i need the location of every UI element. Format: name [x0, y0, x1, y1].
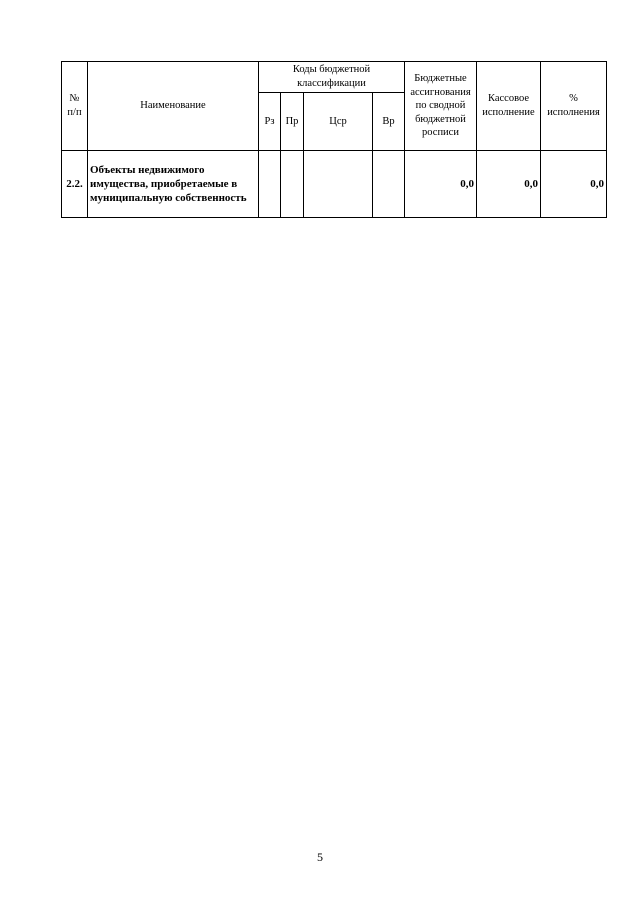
header-cash: Кассовое исполнение	[477, 62, 541, 151]
budget-execution-table	[61, 61, 607, 218]
header-name: Наименование	[88, 62, 259, 151]
row-allocations: 0,0	[405, 151, 477, 218]
header-pr: Пр	[281, 93, 304, 151]
row-percent: 0,0	[541, 151, 607, 218]
row-number: 2.2.	[62, 151, 88, 218]
table-row	[62, 151, 607, 218]
header-csr: Цср	[304, 93, 373, 151]
row-name: Объекты недвижимого имущества, приобретаемые в муниципальную собственность	[88, 151, 259, 218]
header-vr: Вр	[373, 93, 405, 151]
row-vr	[373, 151, 405, 218]
header-codes-group: Коды бюджетной классификации	[259, 62, 405, 93]
row-rz	[259, 151, 281, 218]
header-number: № п/п	[62, 62, 88, 151]
header-rz: Рз	[259, 93, 281, 151]
row-pr	[281, 151, 304, 218]
page-number: 5	[317, 850, 323, 864]
row-csr	[304, 151, 373, 218]
header-row-top	[62, 62, 607, 93]
header-percent: % исполнения	[541, 62, 607, 151]
header-allocations: Бюджетные ассигнования по сводной бюджетной росписи	[405, 62, 477, 151]
row-cash: 0,0	[477, 151, 541, 218]
